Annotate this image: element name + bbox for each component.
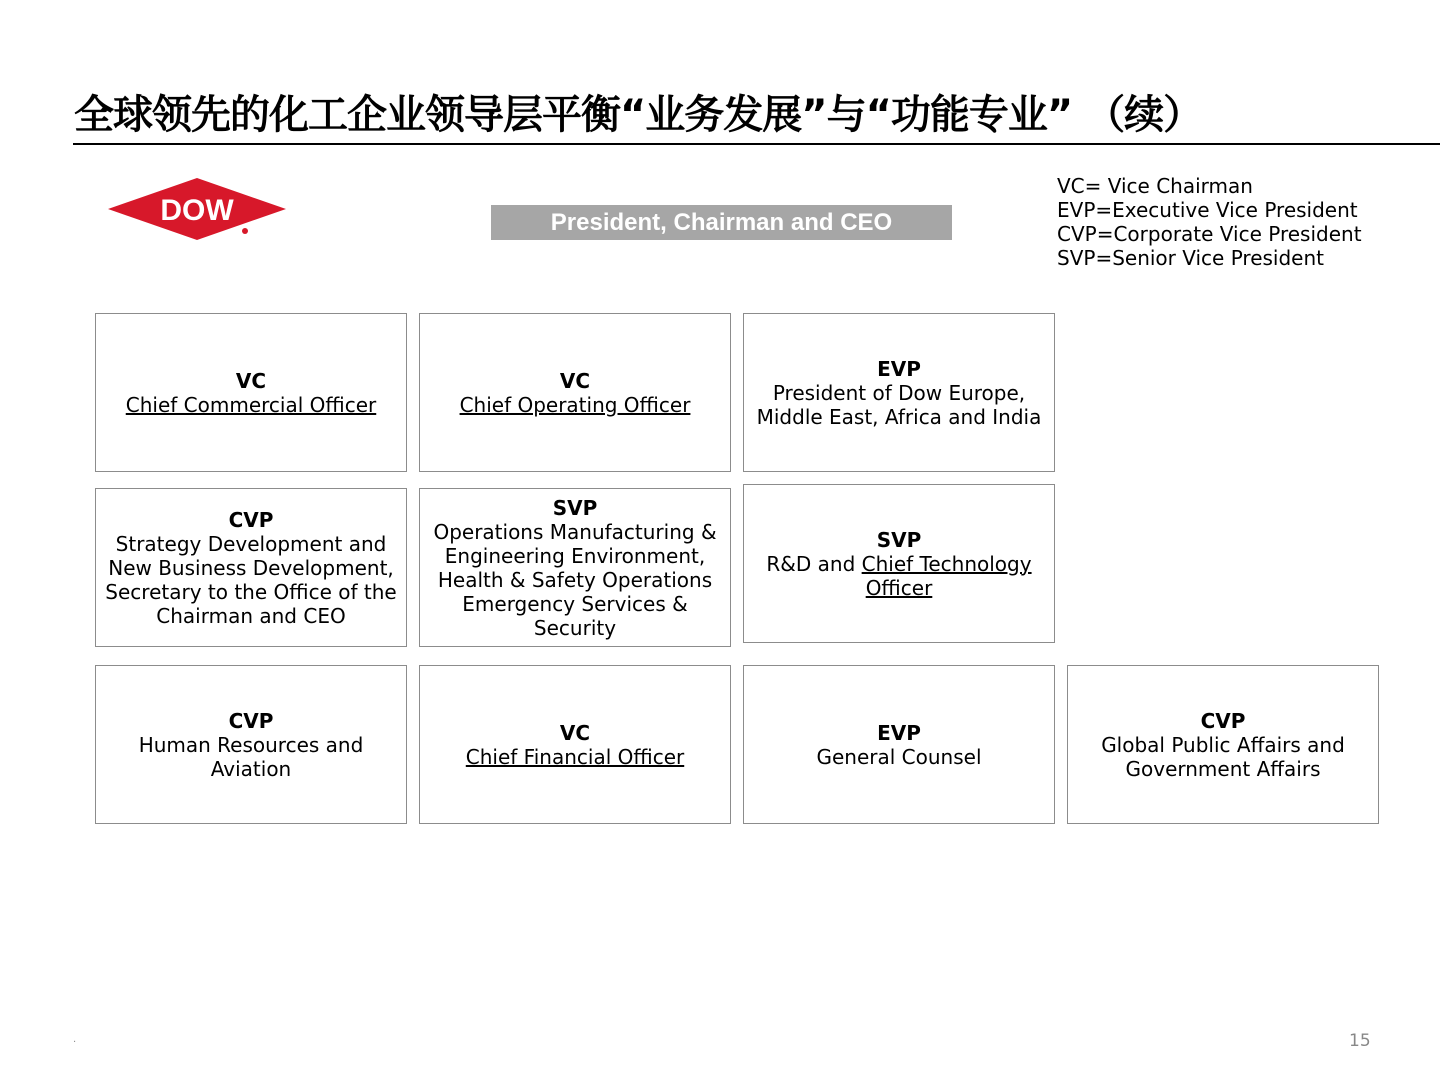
org-box-chief-commercial-officer bbox=[95, 313, 407, 472]
abbreviation-legend bbox=[1057, 174, 1437, 270]
svg-text:DOW: DOW bbox=[160, 194, 234, 227]
box-role-line: Operations Manufacturing & bbox=[433, 519, 717, 544]
box-role-line: Middle East, Africa and India bbox=[756, 404, 1042, 429]
legend-evp: EVP=Executive Vice President bbox=[1057, 198, 1358, 222]
box-abbreviation: SVP bbox=[552, 495, 598, 520]
box-role-link: Chief Technology bbox=[861, 551, 1032, 576]
footer-mark: . bbox=[73, 1034, 77, 1045]
box-role-line bbox=[766, 552, 1031, 576]
legend-vc: VC= Vice Chairman bbox=[1057, 174, 1253, 198]
box-abbreviation: CVP bbox=[228, 507, 274, 532]
box-role-line: Chairman and CEO bbox=[156, 603, 346, 628]
box-abbreviation: CVP bbox=[228, 708, 274, 733]
box-abbreviation: SVP bbox=[876, 527, 922, 552]
box-role-link: Officer bbox=[865, 575, 933, 600]
box-role: Chief Operating Officer bbox=[459, 392, 691, 417]
org-box-chief-operating-officer bbox=[419, 313, 731, 472]
box-role: Chief Commercial Officer bbox=[125, 392, 377, 417]
box-abbreviation: EVP bbox=[877, 720, 921, 745]
legend-cvp: CVP=Corporate Vice President bbox=[1057, 222, 1362, 246]
box-role: Human Resources and Aviation bbox=[138, 732, 364, 781]
box-role-line: Emergency Services & Security bbox=[462, 591, 688, 640]
box-abbreviation: CVP bbox=[1200, 708, 1246, 733]
org-box-chief-technology-officer bbox=[743, 484, 1055, 643]
box-abbreviation: VC bbox=[559, 368, 591, 393]
org-box-operations-manufacturing bbox=[419, 488, 731, 647]
page-title: 全球领先的化工企业领导层平衡“业务发展”与“功能专业” （续） bbox=[74, 92, 1203, 138]
box-role-line: Health & Safety Operations bbox=[437, 567, 713, 592]
page-number: 15 bbox=[1349, 1031, 1371, 1051]
ceo-title-bar: President, Chairman and CEO bbox=[491, 205, 952, 240]
box-role-line: New Business Development, bbox=[108, 555, 394, 580]
box-role-line: Government Affairs bbox=[1125, 756, 1321, 781]
box-abbreviation: VC bbox=[559, 720, 591, 745]
box-role-line: Global Public Affairs and bbox=[1101, 732, 1345, 757]
org-box-public-affairs bbox=[1067, 665, 1379, 824]
org-box-president-dow-europe bbox=[743, 313, 1055, 472]
box-role-prefix: R&D and bbox=[766, 551, 862, 576]
box-role-line: President of Dow Europe, bbox=[772, 380, 1026, 405]
org-box-strategy-development bbox=[95, 488, 407, 647]
box-role-line: Strategy Development and bbox=[115, 531, 387, 556]
box-role: General Counsel bbox=[816, 744, 982, 769]
legend-svp: SVP=Senior Vice President bbox=[1057, 246, 1324, 270]
box-abbreviation: VC bbox=[235, 368, 267, 393]
box-role-line: Engineering Environment, bbox=[444, 543, 706, 568]
box-role: Chief Financial Officer bbox=[465, 744, 685, 769]
org-box-general-counsel bbox=[743, 665, 1055, 824]
title-divider bbox=[73, 143, 1440, 145]
org-box-human-resources bbox=[95, 665, 407, 824]
box-role-line: Secretary to the Office of the bbox=[105, 579, 397, 604]
dow-logo bbox=[104, 176, 290, 244]
org-box-chief-financial-officer bbox=[419, 665, 731, 824]
box-abbreviation: EVP bbox=[877, 356, 921, 381]
